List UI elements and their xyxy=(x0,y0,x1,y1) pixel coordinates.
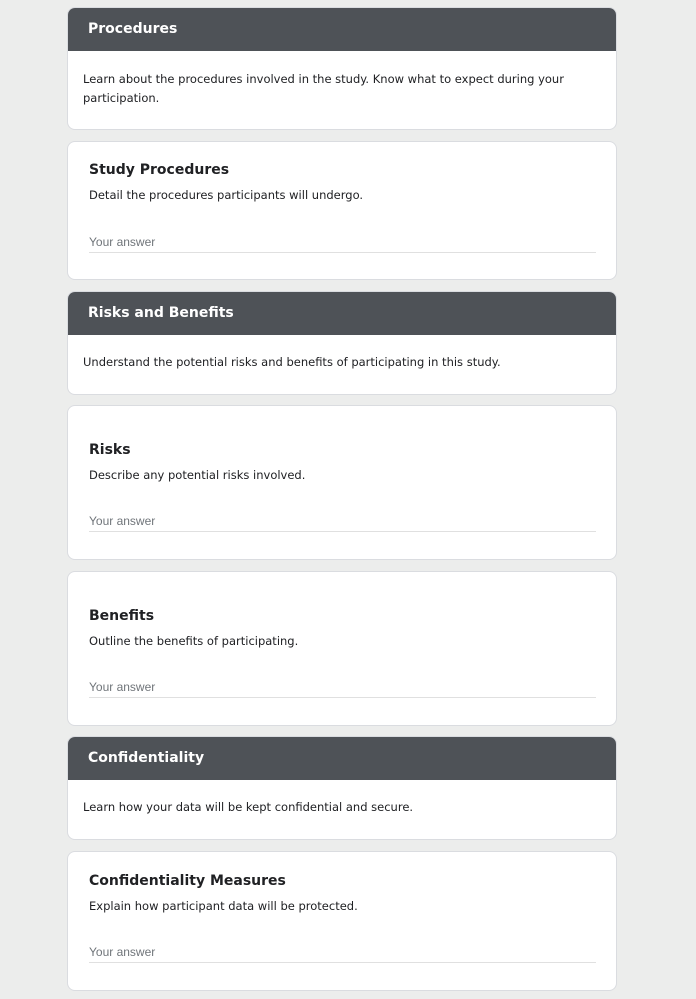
question-card-study-procedures xyxy=(67,141,617,280)
question-card-risks xyxy=(67,405,617,560)
question-title-risks: Risks xyxy=(89,442,131,458)
section-card-risks-and-benefits xyxy=(67,291,617,395)
section-card-procedures xyxy=(67,7,617,130)
section-header-risks-and-benefits: Risks and Benefits xyxy=(68,292,616,335)
answer-input-benefits[interactable] xyxy=(89,676,596,698)
answer-input-risks[interactable] xyxy=(89,510,596,532)
section-header-confidentiality: Confidentiality xyxy=(68,737,616,780)
answer-input-study-procedures[interactable] xyxy=(89,231,596,253)
section-description-confidentiality: Learn how your data will be kept confidential and secure. xyxy=(83,800,414,814)
question-description-benefits: Outline the benefits of participating. xyxy=(89,634,299,648)
section-description-risks-and-benefits: Understand the potential risks and benefits of participating in this study. xyxy=(83,355,501,369)
answer-input-confidentiality-measures[interactable] xyxy=(89,941,596,963)
question-title-confidentiality-measures: Confidentiality Measures xyxy=(89,873,286,889)
question-title-benefits: Benefits xyxy=(89,608,155,624)
question-title-study-procedures: Study Procedures xyxy=(89,162,230,178)
section-description-procedures: Learn about the procedures involved in the study. Know what to expect during your participation. xyxy=(83,72,564,105)
section-card-confidentiality xyxy=(67,736,617,840)
question-description-study-procedures: Detail the procedures participants will undergo. xyxy=(89,188,364,202)
question-card-benefits xyxy=(67,571,617,726)
question-card-confidentiality-measures xyxy=(67,851,617,991)
question-description-confidentiality-measures: Explain how participant data will be protected. xyxy=(89,899,358,913)
question-description-risks: Describe any potential risks involved. xyxy=(89,468,306,482)
section-header-procedures: Procedures xyxy=(68,8,616,51)
